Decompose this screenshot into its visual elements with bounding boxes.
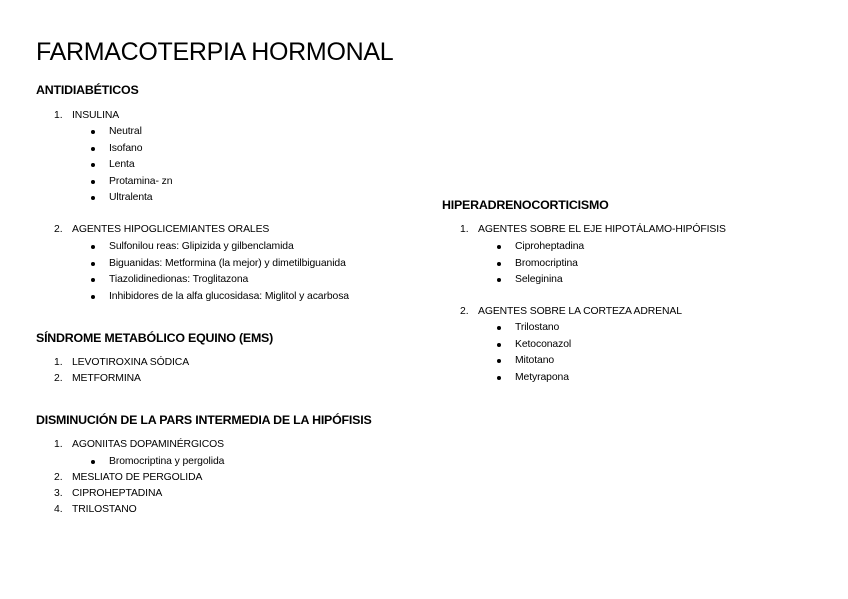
list-number: 1.: [54, 439, 63, 450]
bullet-icon: [91, 163, 95, 167]
list-item: Seleginina: [515, 274, 563, 285]
bullet-icon: [497, 376, 501, 380]
list-item: Neutral: [109, 126, 142, 137]
ems-heading: SÍNDROME METABÓLICO EQUINO (EMS): [36, 331, 274, 345]
list-number: 1.: [54, 110, 63, 121]
list-item: Biguanidas: Metformina (la mejor) y dimetilbiguanida: [109, 258, 346, 269]
bullet-icon: [91, 130, 95, 134]
list-item: Protamina- zn: [109, 176, 173, 187]
list-number: 2.: [54, 373, 63, 384]
list-item-insulina: INSULINA: [72, 110, 120, 121]
bullet-icon: [497, 343, 501, 347]
bullet-icon: [497, 278, 501, 282]
list-number: 2.: [54, 224, 63, 235]
list-item: Mitotano: [515, 355, 555, 366]
bullet-icon: [91, 196, 95, 200]
list-item: Bromocriptina: [515, 258, 578, 269]
list-item: AGENTES SOBRE EL EJE HIPOTÁLAMO-HIPÓFISIS: [478, 224, 726, 235]
list-item: Tiazolidinedionas: Troglitazona: [109, 274, 249, 285]
list-item: Inhibidores de la alfa glucosidasa: Miglitol y acarbosa: [109, 291, 349, 302]
list-item: Isofano: [109, 143, 143, 154]
bullet-icon: [497, 326, 501, 330]
list-item: Ultralenta: [109, 192, 153, 203]
bullet-icon: [91, 278, 95, 282]
list-item: METFORMINA: [72, 373, 141, 384]
antidiabeticos-heading: ANTIDIABÉTICOS: [36, 83, 139, 97]
page-title: FARMACOTERPIA HORMONAL: [36, 38, 394, 66]
list-item: TRILOSTANO: [72, 504, 137, 515]
bullet-icon: [91, 245, 95, 249]
list-number: 2.: [54, 472, 63, 483]
list-item: Trilostano: [515, 322, 560, 333]
list-item-hipoglicemiantes: AGENTES HIPOGLICEMIANTES ORALES: [72, 224, 270, 235]
list-item: Ciproheptadina: [515, 241, 585, 252]
list-number: 1.: [54, 357, 63, 368]
list-item: AGONIITAS DOPAMINÉRGICOS: [72, 439, 224, 450]
bullet-icon: [497, 359, 501, 363]
bullet-icon: [497, 262, 501, 266]
bullet-icon: [91, 460, 95, 464]
list-item: MESLIATO DE PERGOLIDA: [72, 472, 203, 483]
list-item: Lenta: [109, 159, 135, 170]
list-item: Sulfonilou reas: Glipizida y gilbenclamida: [109, 241, 294, 252]
list-number: 2.: [460, 306, 469, 317]
bullet-icon: [91, 180, 95, 184]
list-number: 4.: [54, 504, 63, 515]
hiperadrenocorticismo-heading: HIPERADRENOCORTICISMO: [442, 198, 609, 212]
list-item: LEVOTIROXINA SÓDICA: [72, 357, 190, 368]
list-item: Metyrapona: [515, 372, 569, 383]
list-item: CIPROHEPTADINA: [72, 488, 163, 499]
list-item: AGENTES SOBRE LA CORTEZA ADRENAL: [478, 306, 682, 317]
bullet-icon: [91, 147, 95, 151]
bullet-icon: [91, 262, 95, 266]
list-number: 1.: [460, 224, 469, 235]
list-item: Bromocriptina y pergolida: [109, 456, 225, 467]
pars-heading: DISMINUCIÓN DE LA PARS INTERMEDIA DE LA HIPÓFISIS: [36, 413, 372, 427]
bullet-icon: [497, 245, 501, 249]
list-item: Ketoconazol: [515, 339, 572, 350]
bullet-icon: [91, 295, 95, 299]
list-number: 3.: [54, 488, 63, 499]
